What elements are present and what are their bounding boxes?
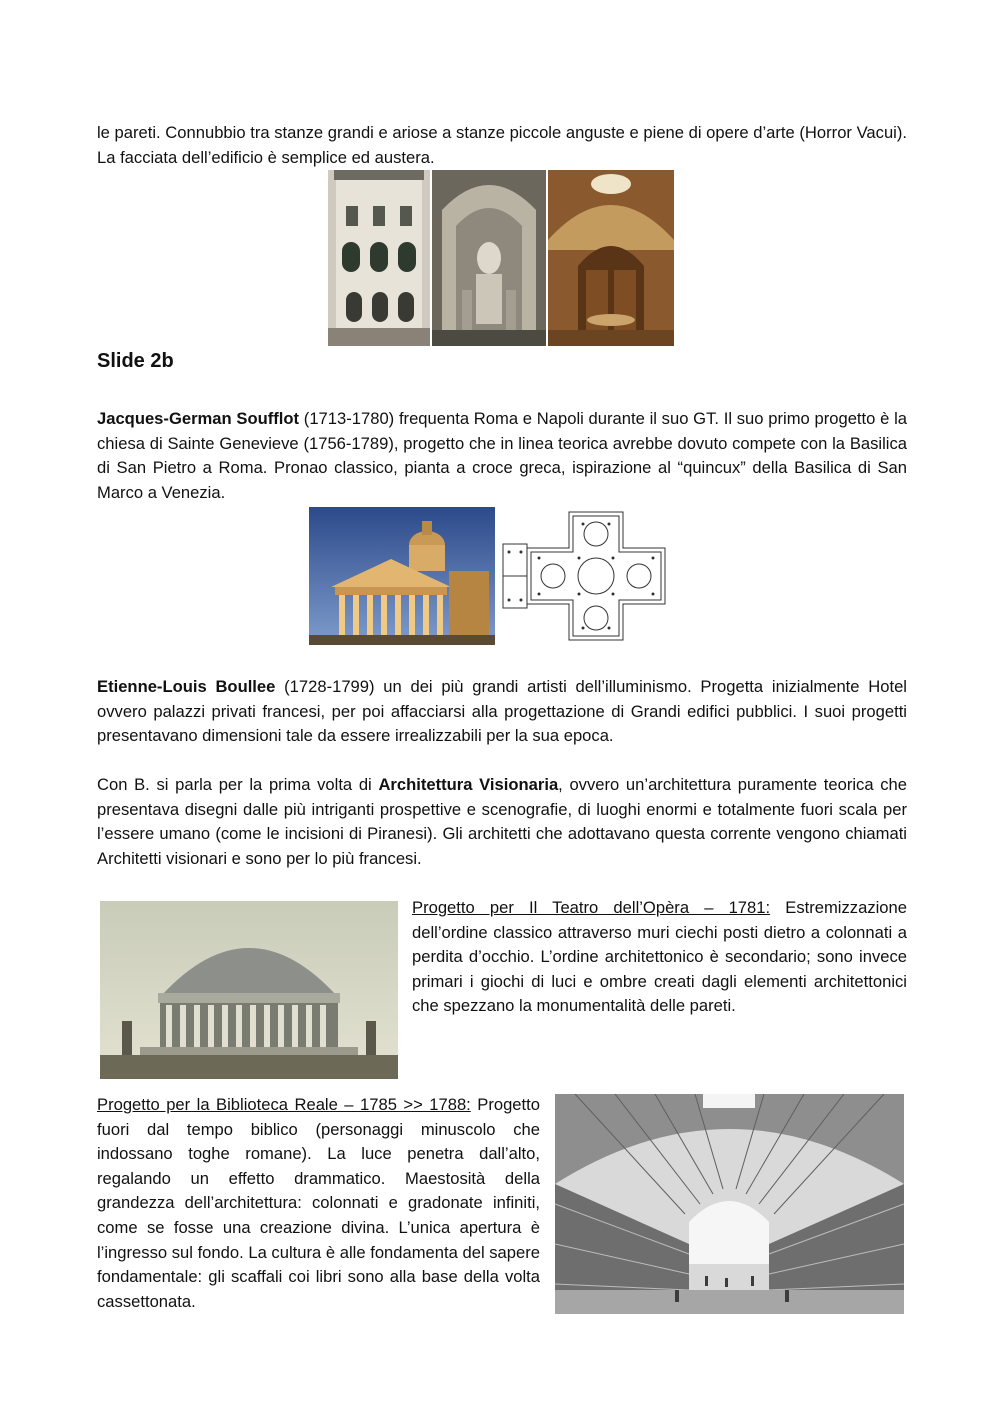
opera-paragraph: Progetto per Il Teatro dell’Opèra – 1781: Estremizzazione dell’ordine classico attraverso muri ciechi posti dietro a colonnati a perdita d’occhio. L’ordine architettonico è secondario; sono invece primari i giochi di luci e ombre creati dagli elementi architettonici che spezzano la monumentalità delle pareti.: [412, 898, 907, 1016]
visionaria-term: Architettura Visionaria: [378, 775, 559, 794]
intro-paragraph: le pareti. Connubbio tra stanze grandi e ariose a stanze piccole anguste e piene di opere d’arte (Horror Vacui). La facciata dell’edificio è semplice ed austera.: [97, 123, 907, 167]
biblioteca-paragraph: Progetto per la Biblioteca Reale – 1785 >> 1788: Progetto fuori dal tempo biblico (personaggi minuscolo che indossano toghe romane). La luce penetra dall’alto, regalando un effetto drammatico. Maestosità della grandezza dell’architettura: colonnati e gradonate infiniti, come se fosse una creazione divina. L’unica apertura è l’ingresso sul fondo. La cultura è alle fondamenta del sapere fondamentale: gli scaffali coi libri sono alla base della volta cassettonata.: [97, 1095, 540, 1311]
interior-museum-photo: [432, 170, 546, 346]
greek-cross-plan-drawing: [499, 508, 693, 644]
facade-photo: [328, 170, 430, 346]
soufflot-name: Jacques-German Soufflot: [97, 409, 300, 428]
soufflot-paragraph: Jacques-German Soufflot (1713-1780) frequenta Roma e Napoli durante il suo GT. Il suo primo progetto è la chiesa di Sainte Genevieve (1756-1789), progetto che in linea teorica avrebbe dovuto compete con la Basilica di San Pietro a Roma. Pronao classico, pianta a croce greca, ispirazione al “quincux” della Basilica di San Marco a Venezia.: [97, 409, 907, 502]
opera-theatre-drawing: [100, 901, 398, 1079]
boullee-name: Etienne-Louis Boullee: [97, 677, 276, 696]
visionaria-paragraph: Con B. si parla per la prima volta di Architettura Visionaria, ovvero un’architettura puramente teorica che presentava disegni dalle più intriganti prospettive e scenografie, di luoghi enormi e totalmente fuori scala per l’essere umano (come le incisioni di Piranesi). Gli architetti che adottavano questa corrente vengono chiamati Architetti visionari e sono per lo più francesi.: [97, 775, 908, 868]
pantheon-photo: [309, 507, 495, 645]
opera-title: Progetto per Il Teatro dell’Opèra – 1781:: [412, 898, 771, 917]
biblioteca-title: Progetto per la Biblioteca Reale – 1785 >> 1788:: [97, 1095, 471, 1114]
boullee-paragraph: Etienne-Louis Boullee (1728-1799) un dei più grandi artisti dell’illuminismo. Progetta inizialmente Hotel ovvero palazzi privati francesi, per poi affacciarsi alla progettazione di Grandi edifici pubblici. I suoi progetti presentavano dimensioni tale da essere irrealizzabili per la sua epoca.: [97, 677, 907, 746]
slide-heading: Slide 2b: [97, 350, 174, 372]
biblioteca-reale-drawing: [555, 1094, 904, 1314]
library-dome-photo: [548, 170, 674, 346]
